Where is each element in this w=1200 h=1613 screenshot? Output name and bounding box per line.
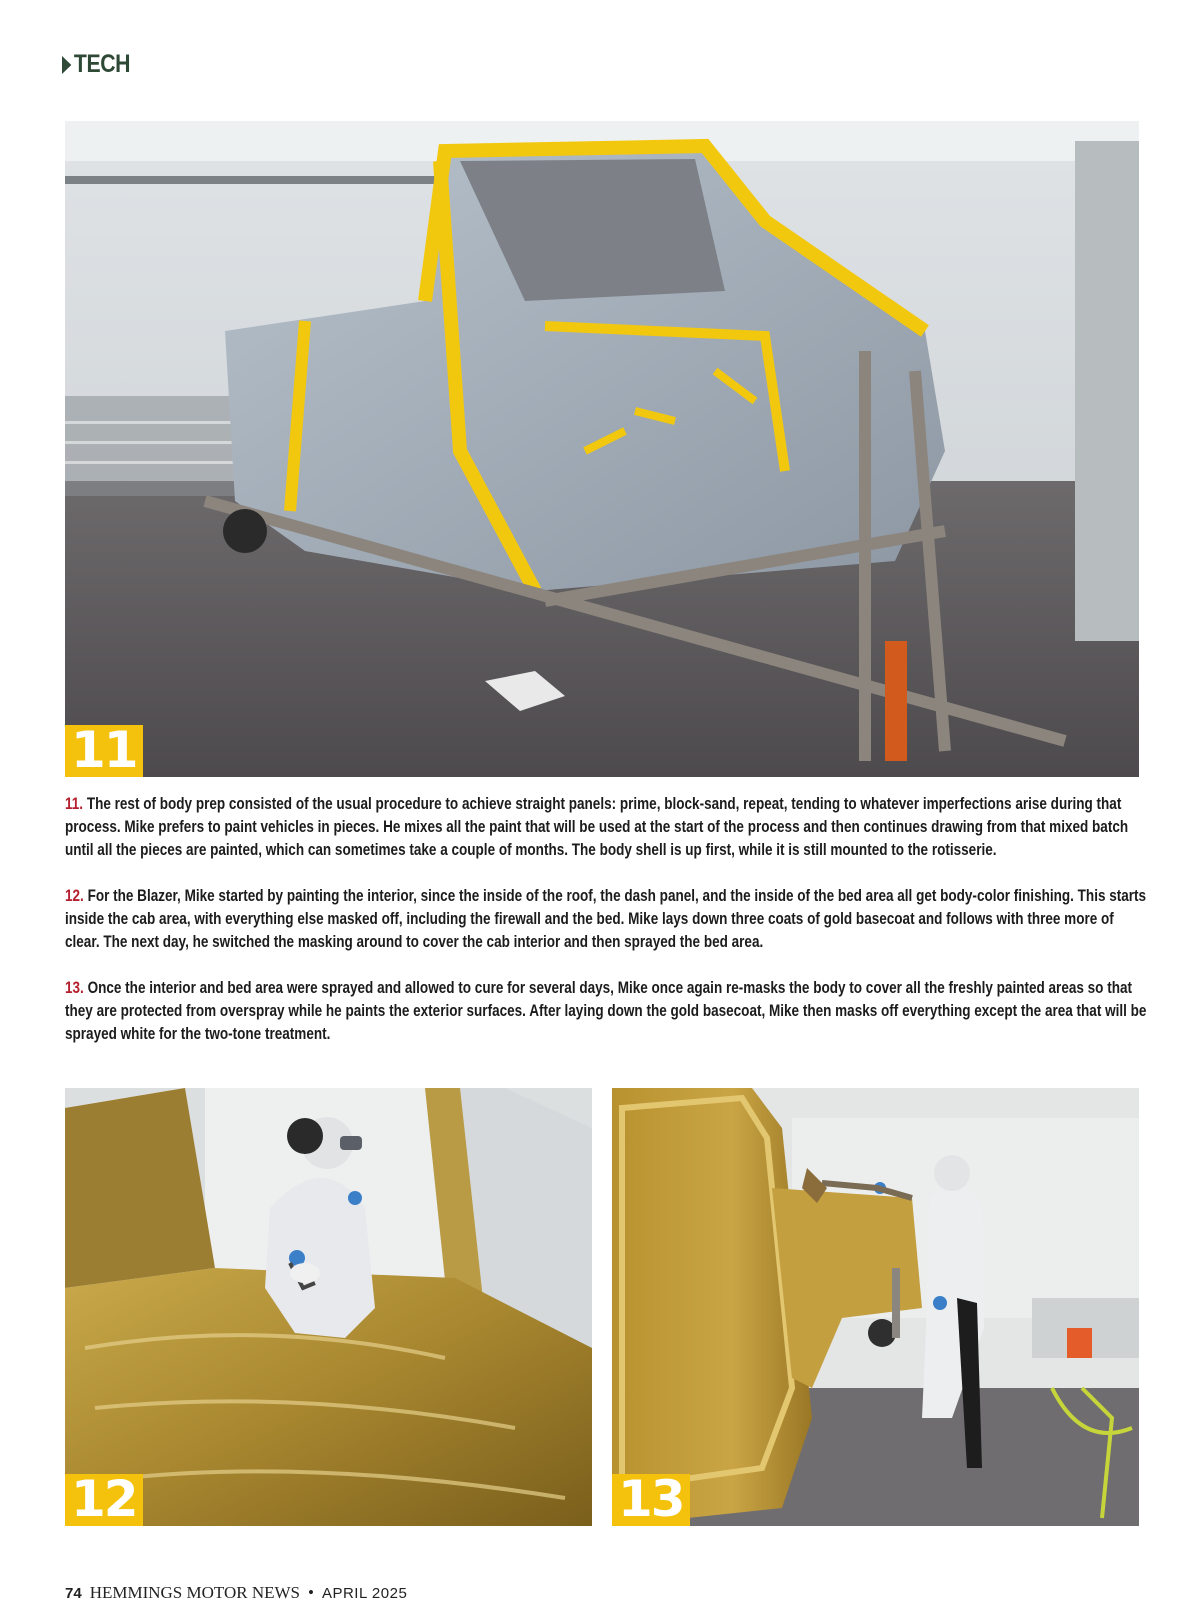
triangle-icon: [62, 56, 71, 74]
interior-spray-illustration: [65, 1088, 592, 1526]
issue-date: APRIL 2025: [321, 1585, 408, 1602]
captions: [65, 793, 1147, 1069]
page-footer: [65, 1583, 407, 1603]
section-tag: [62, 50, 130, 79]
photo-12: [65, 1088, 592, 1526]
caption-12: 12. For the Blazer, Mike started by painting the interior, since the inside of the roof, the dash panel, and the inside of the bed area all get body-color finishing. This starts inside the cab area, with everything else masked off, including the firewall and the bed. Mike lays down three coats of gold basecoat and follows with three more of clear. The next day, he switched the masking around to cover the cab interior and then sprayed the bed area.: [65, 887, 1147, 951]
photo-number-13: 13: [612, 1474, 690, 1526]
publication-name: HEMMINGS MOTOR NEWS: [89, 1583, 300, 1602]
page-number: 74: [65, 1585, 82, 1602]
caption-11: 11. The rest of body prep consisted of the usual procedure to achieve straight panels: prime, block-sand, repeat, tending to whatever imperfections arise during that process. Mike prefers to paint vehicles in pieces. He mixes all the paint that will be used at the start of the process and then continues drawing from that mixed batch until all the pieces are painted, which can sometimes take a couple of months. The body shell is up first, while it is still mounted to the rotisserie.: [65, 795, 1129, 859]
caption-13: 13. Once the interior and bed area were sprayed and allowed to cure for several days, Mike once again re-masks the body to cover all the freshly painted areas so that they are protected from overspray while he paints the exterior surfaces. After laying down the gold basecoat, Mike then masks off everything except the area that will be sprayed white for the two-tone treatment.: [65, 979, 1147, 1043]
body-shell-illustration: [65, 121, 1139, 777]
exterior-spray-illustration: [612, 1088, 1139, 1526]
photo-11: [65, 121, 1139, 777]
photo-number-12: 12: [65, 1474, 143, 1526]
photo-number-11: 11: [65, 725, 143, 777]
section-label: TECH: [73, 50, 131, 78]
photo-13: [612, 1088, 1139, 1526]
footer-separator: •: [308, 1583, 314, 1602]
